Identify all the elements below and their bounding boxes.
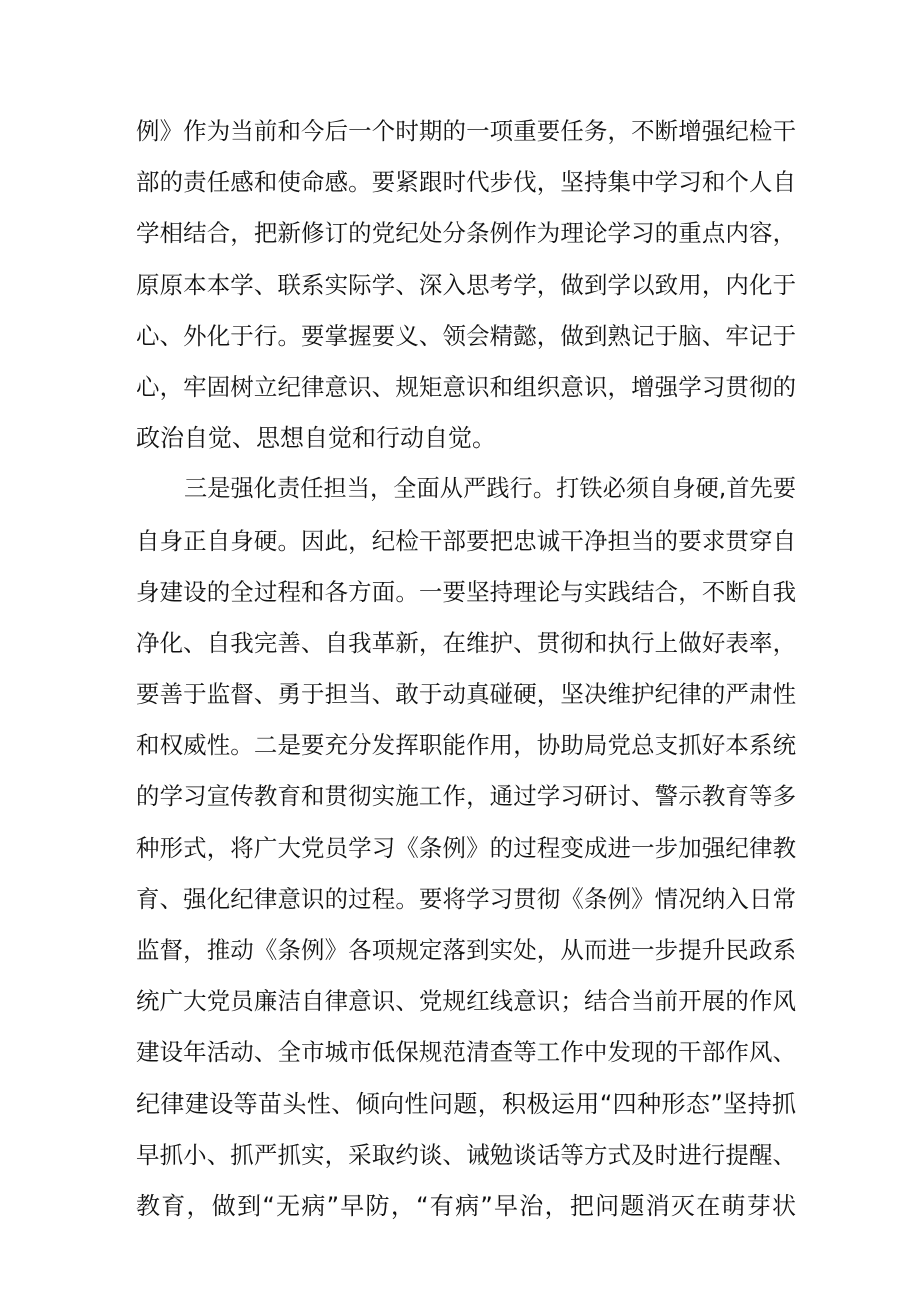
text-line: 原原本本学、联系实际学、深入思考学，做到学以致用，内化于 bbox=[136, 270, 796, 299]
paragraph bbox=[136, 464, 796, 1232]
text-line: 和权威性。二是要充分发挥职能作用，协助局党总支抓好本系统 bbox=[136, 731, 796, 760]
text-line: 例》作为当前和今后一个时期的一项重要任务，不断增强纪检干 bbox=[136, 117, 796, 145]
text-line: 心，牢固树立纪律意识、规矩意识和组织意识，增强学习贯彻的 bbox=[136, 372, 796, 401]
text-line: 的学习宣传教育和贯彻实施工作，通过学习研讨、警示教育等多 bbox=[136, 782, 796, 811]
text-line: 净化、自我完善、自我革新，在维护、贯彻和执行上做好表率， bbox=[136, 628, 796, 657]
text-line: 政治自觉、思想自觉和行动自觉。 bbox=[136, 424, 496, 453]
text-line: 自身正自身硬。因此，纪检干部要把忠诚干净担当的要求贯穿自 bbox=[136, 526, 796, 555]
text-line: 身建设的全过程和各方面。一要坚持理论与实践结合，不断自我 bbox=[136, 577, 796, 606]
text-line: 纪律建设等苗头性、倾向性问题，积极运用“四种形态”坚持抓 bbox=[136, 1089, 796, 1118]
text-line: 监督，推动《条例》各项规定落到实处，从而进一步提升民政系 bbox=[136, 936, 796, 964]
text-line: 要善于监督、勇于担当、敢于动真碰硬，坚决维护纪律的严肃性 bbox=[136, 680, 796, 709]
text-line: 部的责任感和使命感。要紧跟时代步伐，坚持集中学习和个人自 bbox=[136, 168, 796, 197]
text-line: 心、外化于行。要掌握要义、领会精懿，做到熟记于脑、牢记于 bbox=[136, 321, 796, 350]
text-line: 建设年活动、全市城市低保规范清查等工作中发现的干部作风、 bbox=[136, 1038, 796, 1067]
paragraph bbox=[136, 106, 796, 464]
document-body bbox=[136, 106, 796, 1232]
text-line: 早抓小、抓严抓实，采取约谈、诫勉谈话等方式及时进行提醒、 bbox=[136, 1140, 796, 1169]
text-line: 三是强化责任担当，全面从严践行。打铁必须自身硬,首先要 bbox=[184, 476, 796, 503]
text-line: 种形式，将广大党员学习《条例》的过程变成进一步加强纪律教 bbox=[136, 833, 796, 862]
text-line: 教育，做到“无病”早防，“有病”早治，把问题消灭在萌芽状 bbox=[136, 1191, 796, 1220]
text-line: 育、强化纪律意识的过程。要将学习贯彻《条例》情况纳入日常 bbox=[136, 884, 796, 913]
text-line: 统广大党员廉洁自律意识、党规红线意识；结合当前开展的作风 bbox=[136, 987, 796, 1016]
text-line: 学相结合，把新修订的党纪处分条例作为理论学习的重点内容， bbox=[136, 219, 796, 248]
